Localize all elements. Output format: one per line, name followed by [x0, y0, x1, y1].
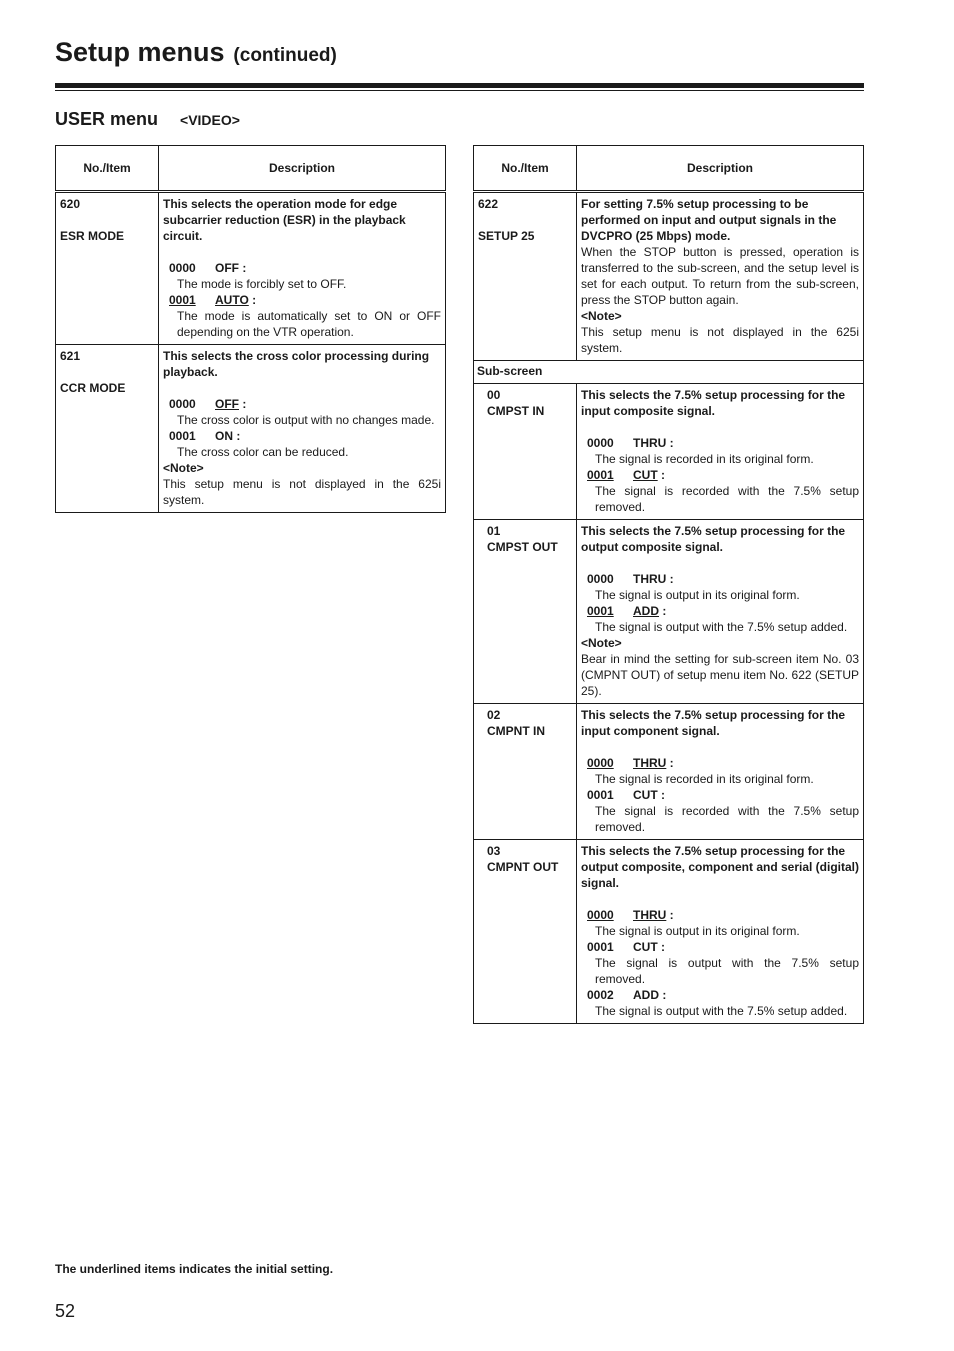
item-number: 621 [60, 349, 81, 363]
header-rule-thin [55, 90, 864, 91]
no-item-cell [474, 384, 577, 520]
option-setting-default: THRU [633, 908, 667, 922]
sub-screen-row [474, 361, 864, 384]
option-setting: ADD [633, 988, 659, 1002]
header-description: Description [159, 146, 446, 192]
menu-table-right [473, 145, 864, 1024]
option-setting: CUT [633, 940, 658, 954]
option-code: 0001 [169, 429, 196, 443]
option-code-default: 0001 [587, 604, 614, 618]
page-title [55, 34, 337, 66]
option-desc: The cross color is output with no changes made. [177, 413, 435, 427]
description-cell [159, 192, 446, 345]
table-row [474, 192, 864, 361]
note-text: This setup menu is not displayed in the 625i system. [581, 325, 859, 355]
page-number: 52 [55, 1301, 76, 1321]
option-line: 0001 CUT : [587, 940, 666, 954]
option-desc: The mode is automatically set to ON or OFF depending on the VTR operation. [177, 309, 441, 339]
section-title: USER menu [55, 109, 159, 129]
description-cell [577, 384, 864, 520]
no-item-cell [474, 192, 577, 361]
item-lead: This selects the 7.5% setup processing for the output composite signal. [581, 524, 846, 554]
table-row [56, 192, 446, 345]
option-setting: THRU [633, 572, 667, 586]
option-desc: The signal is output with the 7.5% setup removed. [595, 956, 859, 986]
option-line: 0000 THRU : [587, 756, 674, 770]
header-rule-thick [55, 83, 864, 88]
option-desc: The signal is output with the 7.5% setup added. [595, 1004, 848, 1018]
item-number: 01 [487, 524, 501, 538]
description-cell [577, 840, 864, 1024]
option-line: 0001 CUT : [587, 788, 666, 802]
option-desc: The signal is output in its original form. [595, 588, 800, 602]
table-header-row [474, 146, 864, 192]
option-setting-default: OFF [215, 397, 239, 411]
note-label: <Note> [581, 309, 622, 323]
item-name: CMPST IN [487, 404, 545, 418]
table-row [56, 345, 446, 513]
table-row [474, 840, 864, 1024]
option-desc: The signal is recorded with the 7.5% setup removed. [595, 804, 859, 834]
header-description: Description [577, 146, 864, 192]
option-line: 0000 OFF : [169, 397, 247, 411]
item-lead: This selects the 7.5% setup processing for the output composite, component and serial (digital) signal. [581, 844, 860, 890]
item-number: 03 [487, 844, 501, 858]
item-body: When the STOP button is pressed, operation is transferred to the sub-screen, and the setup level is set for each output. To return from the sub-screen, press the STOP button again. [581, 245, 859, 307]
header-no-item: No./Item [56, 146, 159, 192]
title-continued: (continued) [233, 45, 337, 66]
title-main: Setup menus [55, 37, 225, 67]
item-lead: This selects the operation mode for edge subcarrier reduction (ESR) in the playback circuit. [163, 197, 406, 243]
option-code: 0001 [587, 940, 614, 954]
no-item-cell [474, 840, 577, 1024]
item-name: ESR MODE [60, 229, 125, 243]
item-lead: For setting 7.5% setup processing to be performed on input and output signals in the DVCPRO (25 Mbps) mode. [581, 197, 837, 243]
item-number: 622 [478, 197, 499, 211]
option-line: 0001 ON : [169, 429, 241, 443]
option-desc: The cross color can be reduced. [177, 445, 349, 459]
item-number: 02 [487, 708, 501, 722]
description-cell [159, 345, 446, 513]
option-line: 0002 ADD : [587, 988, 667, 1002]
option-line: 0000 THRU : [587, 436, 674, 450]
table-row [474, 384, 864, 520]
item-lead: This selects the 7.5% setup processing for the input component signal. [581, 708, 846, 738]
option-code-default: 0000 [587, 756, 614, 770]
note-label: <Note> [581, 636, 622, 650]
no-item-cell [474, 520, 577, 704]
item-number: 620 [60, 197, 81, 211]
item-lead: This selects the 7.5% setup processing for the input composite signal. [581, 388, 846, 418]
option-line: 0001 ADD : [587, 604, 667, 618]
menu-table-left [55, 145, 446, 513]
option-code: 0000 [587, 436, 614, 450]
option-line: 0001 CUT : [587, 468, 666, 482]
option-desc: The signal is recorded in its original form. [595, 772, 814, 786]
no-item-cell [474, 704, 577, 840]
option-line: 0000 THRU : [587, 908, 674, 922]
option-code: 0000 [169, 261, 196, 275]
option-code: 0000 [169, 397, 196, 411]
option-setting: THRU [633, 436, 667, 450]
no-item-cell [56, 192, 159, 345]
description-cell [577, 520, 864, 704]
option-code-default: 0001 [587, 468, 614, 482]
option-desc: The signal is output in its original form. [595, 924, 800, 938]
option-setting-default: AUTO [215, 293, 249, 307]
table-row [474, 704, 864, 840]
option-desc: The mode is forcibly set to OFF. [177, 277, 347, 291]
option-line: 0001 AUTO : [169, 293, 257, 307]
item-name: CMPNT OUT [487, 860, 559, 874]
option-setting: OFF [215, 261, 239, 275]
option-desc: The signal is output with the 7.5% setup added. [595, 620, 848, 634]
option-setting-default: ADD [633, 604, 659, 618]
section-subtitle: <VIDEO> [180, 112, 240, 128]
description-cell [577, 192, 864, 361]
note-label: <Note> [163, 461, 204, 475]
description-cell [577, 704, 864, 840]
option-line: 0000 THRU : [587, 572, 674, 586]
option-code: 0000 [587, 572, 614, 586]
section-heading [55, 110, 240, 129]
option-desc: The signal is recorded with the 7.5% setup removed. [595, 484, 859, 514]
option-line: 0000 OFF : [169, 261, 247, 275]
footnote: The underlined items indicates the initial setting. [55, 1262, 334, 1276]
option-setting-default: CUT [633, 468, 658, 482]
option-code-default: 0000 [587, 908, 614, 922]
item-name: CCR MODE [60, 381, 126, 395]
header-no-item: No./Item [474, 146, 577, 192]
note-text: Bear in mind the setting for sub-screen item No. 03 (CMPNT OUT) of setup menu item No. 622 (SETUP 25). [581, 652, 859, 698]
option-code-default: 0001 [169, 293, 196, 307]
note-text: This setup menu is not displayed in the 625i system. [163, 477, 441, 507]
table-header-row [56, 146, 446, 192]
item-name: CMPNT IN [487, 724, 545, 738]
option-desc: The signal is recorded in its original form. [595, 452, 814, 466]
option-setting: ON [215, 429, 233, 443]
option-setting-default: THRU [633, 756, 667, 770]
option-code: 0002 [587, 988, 614, 1002]
item-number: 00 [487, 388, 501, 402]
item-lead: This selects the cross color processing during playback. [163, 349, 430, 379]
option-setting: CUT [633, 788, 658, 802]
item-name: CMPST OUT [487, 540, 558, 554]
sub-screen-label: Sub-screen [474, 361, 864, 384]
option-code: 0001 [587, 788, 614, 802]
table-row [474, 520, 864, 704]
item-name: SETUP 25 [478, 229, 535, 243]
no-item-cell [56, 345, 159, 513]
